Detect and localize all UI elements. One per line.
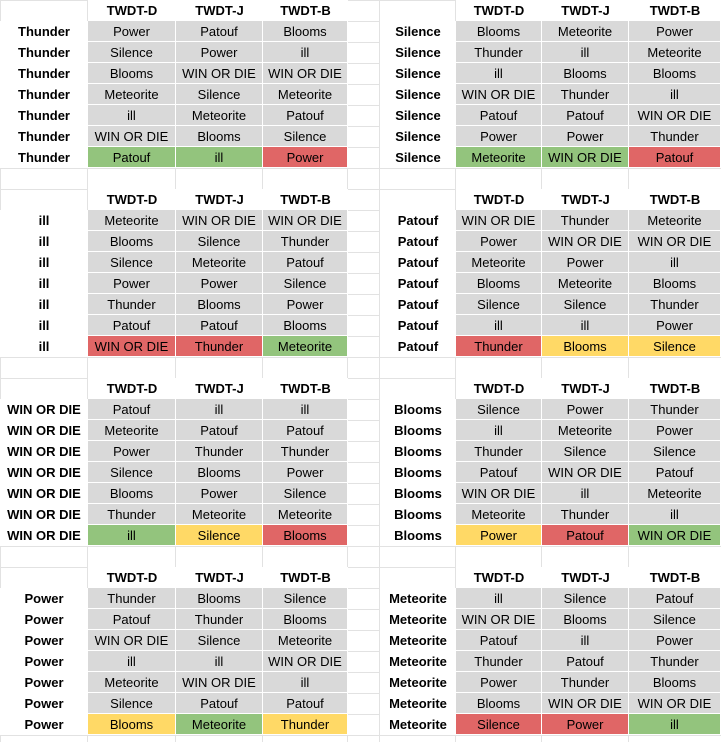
column-header[interactable]: TWDT-J [542,0,629,21]
row-label[interactable]: WIN OR DIE [0,483,88,504]
table-cell[interactable]: Meteorite [542,420,629,441]
table-cell[interactable]: ill [456,63,542,84]
table-cell[interactable]: Power [542,252,629,273]
result-cell[interactable]: Patouf [542,525,629,546]
row-label[interactable]: Power [0,672,88,693]
row-label[interactable]: Thunder [0,84,88,105]
table-cell[interactable]: Patouf [176,420,263,441]
table-cell[interactable]: ill [456,588,542,609]
table-cell[interactable]: Silence [629,609,721,630]
table-cell[interactable]: WIN OR DIE [456,210,542,231]
table-cell[interactable]: Silence [88,693,176,714]
result-cell[interactable]: WIN OR DIE [629,525,721,546]
table-cell[interactable]: Patouf [88,399,176,420]
table-cell[interactable]: Patouf [263,252,348,273]
table-cell[interactable]: Patouf [629,462,721,483]
table-cell[interactable]: Blooms [263,21,348,42]
row-label[interactable]: ill [0,231,88,252]
table-cell[interactable]: Power [263,294,348,315]
table-cell[interactable]: Patouf [88,315,176,336]
table-cell[interactable]: Thunder [88,294,176,315]
table-cell[interactable]: Meteorite [176,504,263,525]
table-cell[interactable]: WIN OR DIE [263,63,348,84]
result-cell[interactable]: Meteorite [456,147,542,168]
row-label[interactable]: Meteorite [380,693,456,714]
table-cell[interactable]: WIN OR DIE [263,210,348,231]
table-cell[interactable]: Power [176,273,263,294]
row-label[interactable]: Patouf [380,231,456,252]
table-cell[interactable]: Power [456,231,542,252]
table-cell[interactable]: Blooms [176,588,263,609]
table-cell[interactable]: Power [629,420,721,441]
result-cell[interactable]: Power [456,525,542,546]
table-cell[interactable]: Patouf [263,420,348,441]
table-cell[interactable]: Patouf [542,105,629,126]
table-cell[interactable]: Silence [263,483,348,504]
table-cell[interactable]: ill [542,42,629,63]
table-cell[interactable]: Blooms [542,63,629,84]
row-label[interactable]: Patouf [380,252,456,273]
table-cell[interactable]: Silence [456,399,542,420]
table-cell[interactable]: Blooms [88,483,176,504]
row-label[interactable]: Blooms [380,483,456,504]
table-cell[interactable]: Blooms [542,609,629,630]
table-cell[interactable]: Meteorite [629,210,721,231]
column-header[interactable]: TWDT-B [263,189,348,210]
column-header[interactable]: TWDT-B [629,378,721,399]
table-cell[interactable]: WIN OR DIE [542,693,629,714]
table-cell[interactable]: Patouf [263,693,348,714]
table-cell[interactable]: Power [456,126,542,147]
table-cell[interactable]: Silence [629,441,721,462]
result-cell[interactable]: Thunder [263,714,348,735]
table-cell[interactable]: Meteorite [456,504,542,525]
result-cell[interactable]: Patouf [629,147,721,168]
row-label[interactable]: Blooms [380,504,456,525]
table-cell[interactable]: Meteorite [88,672,176,693]
table-cell[interactable]: Power [176,483,263,504]
row-label[interactable]: Silence [380,126,456,147]
column-header[interactable]: TWDT-B [629,189,721,210]
row-label[interactable]: Power [0,693,88,714]
column-header[interactable]: TWDT-J [542,567,629,588]
table-cell[interactable]: WIN OR DIE [88,630,176,651]
table-cell[interactable]: ill [456,420,542,441]
table-cell[interactable]: Blooms [263,315,348,336]
table-cell[interactable]: Silence [88,462,176,483]
table-cell[interactable]: Patouf [542,651,629,672]
table-cell[interactable]: WIN OR DIE [456,483,542,504]
table-cell[interactable]: ill [263,399,348,420]
row-label[interactable]: Meteorite [380,630,456,651]
table-cell[interactable]: Blooms [176,126,263,147]
table-cell[interactable]: Silence [88,252,176,273]
table-cell[interactable]: Meteorite [88,420,176,441]
table-cell[interactable]: WIN OR DIE [456,84,542,105]
table-cell[interactable]: WIN OR DIE [629,105,721,126]
table-cell[interactable]: Thunder [456,651,542,672]
table-cell[interactable]: Power [629,315,721,336]
table-cell[interactable]: Thunder [629,294,721,315]
column-header[interactable]: TWDT-J [176,378,263,399]
column-header[interactable]: TWDT-B [263,378,348,399]
result-cell[interactable]: Blooms [542,336,629,357]
result-cell[interactable]: Meteorite [263,336,348,357]
column-header[interactable]: TWDT-B [263,0,348,21]
row-label[interactable]: Blooms [380,420,456,441]
result-cell[interactable]: WIN OR DIE [542,147,629,168]
row-label[interactable]: Silence [380,84,456,105]
table-cell[interactable]: Power [542,126,629,147]
table-cell[interactable]: Patouf [263,105,348,126]
table-cell[interactable]: Power [542,399,629,420]
table-cell[interactable]: Thunder [456,441,542,462]
table-cell[interactable]: Thunder [629,399,721,420]
table-cell[interactable]: Patouf [176,21,263,42]
row-label[interactable]: WIN OR DIE [0,525,88,546]
row-label[interactable]: Patouf [380,336,456,357]
table-cell[interactable]: ill [88,651,176,672]
table-cell[interactable]: Power [88,21,176,42]
table-cell[interactable]: Patouf [456,462,542,483]
row-label[interactable]: ill [0,273,88,294]
table-cell[interactable]: WIN OR DIE [88,126,176,147]
table-cell[interactable]: Silence [176,84,263,105]
row-label[interactable]: Power [0,588,88,609]
table-cell[interactable]: Meteorite [542,21,629,42]
result-cell[interactable]: Silence [456,714,542,735]
table-cell[interactable]: Patouf [176,693,263,714]
row-label[interactable]: Patouf [380,294,456,315]
column-header[interactable]: TWDT-J [542,378,629,399]
table-cell[interactable]: ill [456,315,542,336]
row-label[interactable]: ill [0,294,88,315]
column-header[interactable]: TWDT-D [88,378,176,399]
column-header[interactable]: TWDT-D [88,0,176,21]
row-label[interactable]: Meteorite [380,588,456,609]
column-header[interactable]: TWDT-B [629,0,721,21]
table-cell[interactable]: ill [542,315,629,336]
table-cell[interactable]: WIN OR DIE [176,63,263,84]
table-cell[interactable]: Meteorite [88,210,176,231]
table-cell[interactable]: ill [542,483,629,504]
column-header[interactable]: TWDT-D [88,567,176,588]
row-label[interactable]: Blooms [380,525,456,546]
table-cell[interactable]: Patouf [456,105,542,126]
result-cell[interactable]: Thunder [456,336,542,357]
table-cell[interactable]: Patouf [176,315,263,336]
column-header[interactable]: TWDT-D [456,567,542,588]
result-cell[interactable]: Patouf [88,147,176,168]
row-label[interactable]: Patouf [380,315,456,336]
row-label[interactable]: Silence [380,42,456,63]
row-label[interactable]: Meteorite [380,714,456,735]
table-cell[interactable]: Power [629,21,721,42]
row-label[interactable]: Thunder [0,126,88,147]
row-label[interactable]: Thunder [0,147,88,168]
table-cell[interactable]: Meteorite [263,630,348,651]
row-label[interactable]: Blooms [380,441,456,462]
table-cell[interactable]: Meteorite [629,483,721,504]
column-header[interactable]: TWDT-D [456,0,542,21]
table-cell[interactable]: Meteorite [176,252,263,273]
table-cell[interactable]: Silence [456,294,542,315]
table-cell[interactable]: WIN OR DIE [176,210,263,231]
table-cell[interactable]: Power [88,273,176,294]
table-cell[interactable]: Power [263,462,348,483]
row-label[interactable]: Power [0,714,88,735]
table-cell[interactable]: Thunder [88,504,176,525]
table-cell[interactable]: Thunder [629,651,721,672]
table-cell[interactable]: ill [176,651,263,672]
column-header[interactable]: TWDT-J [176,567,263,588]
table-cell[interactable]: Thunder [176,609,263,630]
row-label[interactable]: Blooms [380,399,456,420]
table-cell[interactable]: ill [263,42,348,63]
row-label[interactable]: Thunder [0,63,88,84]
table-cell[interactable]: Power [629,630,721,651]
table-cell[interactable]: Silence [263,588,348,609]
row-label[interactable]: WIN OR DIE [0,462,88,483]
table-cell[interactable]: WIN OR DIE [263,651,348,672]
table-cell[interactable]: ill [263,672,348,693]
result-cell[interactable]: Power [542,714,629,735]
row-label[interactable]: Meteorite [380,672,456,693]
table-cell[interactable]: Meteorite [176,105,263,126]
table-cell[interactable]: Silence [176,231,263,252]
table-cell[interactable]: Thunder [542,210,629,231]
row-label[interactable]: Thunder [0,21,88,42]
row-label[interactable]: Patouf [380,273,456,294]
table-cell[interactable]: ill [629,504,721,525]
column-header[interactable]: TWDT-D [456,189,542,210]
row-label[interactable]: ill [0,252,88,273]
table-cell[interactable]: Thunder [263,441,348,462]
table-cell[interactable]: ill [542,630,629,651]
result-cell[interactable]: WIN OR DIE [88,336,176,357]
table-cell[interactable]: Silence [88,42,176,63]
table-cell[interactable]: Silence [542,588,629,609]
row-label[interactable]: Silence [380,147,456,168]
table-cell[interactable]: Power [456,672,542,693]
row-label[interactable]: Thunder [0,42,88,63]
result-cell[interactable]: ill [629,714,721,735]
table-cell[interactable]: Silence [263,273,348,294]
table-cell[interactable]: Meteorite [542,273,629,294]
table-cell[interactable]: Thunder [176,441,263,462]
row-label[interactable]: Silence [380,63,456,84]
table-cell[interactable]: Patouf [456,630,542,651]
table-cell[interactable]: Blooms [456,21,542,42]
table-cell[interactable]: ill [176,399,263,420]
table-cell[interactable]: Silence [263,126,348,147]
row-label[interactable]: Meteorite [380,651,456,672]
column-header[interactable]: TWDT-D [456,378,542,399]
column-header[interactable]: TWDT-D [88,189,176,210]
row-label[interactable]: Blooms [380,462,456,483]
table-cell[interactable]: Blooms [629,273,721,294]
table-cell[interactable]: Blooms [456,693,542,714]
column-header[interactable]: TWDT-J [542,189,629,210]
table-cell[interactable]: Silence [542,294,629,315]
table-cell[interactable]: WIN OR DIE [629,693,721,714]
result-cell[interactable]: Blooms [263,525,348,546]
row-label[interactable]: Silence [380,105,456,126]
result-cell[interactable]: Blooms [88,714,176,735]
table-cell[interactable]: Thunder [263,231,348,252]
table-cell[interactable]: Power [88,441,176,462]
result-cell[interactable]: Power [263,147,348,168]
table-cell[interactable]: Thunder [456,42,542,63]
row-label[interactable]: ill [0,336,88,357]
row-label[interactable]: Silence [380,21,456,42]
table-cell[interactable]: Meteorite [88,84,176,105]
row-label[interactable]: Thunder [0,105,88,126]
table-cell[interactable]: Silence [176,630,263,651]
row-label[interactable]: Power [0,651,88,672]
table-cell[interactable]: ill [88,105,176,126]
result-cell[interactable]: Silence [176,525,263,546]
table-cell[interactable]: Thunder [542,84,629,105]
table-cell[interactable]: Blooms [263,609,348,630]
result-cell[interactable]: Thunder [176,336,263,357]
result-cell[interactable]: ill [88,525,176,546]
table-cell[interactable]: Blooms [629,672,721,693]
row-label[interactable]: Power [0,609,88,630]
table-cell[interactable]: ill [629,252,721,273]
table-cell[interactable]: WIN OR DIE [456,609,542,630]
table-cell[interactable]: Thunder [542,672,629,693]
table-cell[interactable]: Thunder [88,588,176,609]
result-cell[interactable]: ill [176,147,263,168]
column-header[interactable]: TWDT-J [176,0,263,21]
column-header[interactable]: TWDT-B [263,567,348,588]
table-cell[interactable]: Blooms [176,462,263,483]
row-label[interactable]: WIN OR DIE [0,441,88,462]
row-label[interactable]: Patouf [380,210,456,231]
result-cell[interactable]: Meteorite [176,714,263,735]
table-cell[interactable]: Meteorite [263,84,348,105]
table-cell[interactable]: Patouf [88,609,176,630]
table-cell[interactable]: Blooms [176,294,263,315]
row-label[interactable]: Meteorite [380,609,456,630]
table-cell[interactable]: Thunder [542,504,629,525]
table-cell[interactable]: Thunder [629,126,721,147]
result-cell[interactable]: Silence [629,336,721,357]
table-cell[interactable]: ill [629,84,721,105]
row-label[interactable]: Power [0,630,88,651]
row-label[interactable]: ill [0,210,88,231]
table-cell[interactable]: WIN OR DIE [542,231,629,252]
column-header[interactable]: TWDT-J [176,189,263,210]
table-cell[interactable]: Meteorite [263,504,348,525]
row-label[interactable]: ill [0,315,88,336]
table-cell[interactable]: Blooms [88,63,176,84]
table-cell[interactable]: Blooms [629,63,721,84]
table-cell[interactable]: Meteorite [629,42,721,63]
table-cell[interactable]: Blooms [456,273,542,294]
table-cell[interactable]: Patouf [629,588,721,609]
row-label[interactable]: WIN OR DIE [0,420,88,441]
column-header[interactable]: TWDT-B [629,567,721,588]
table-cell[interactable]: WIN OR DIE [629,231,721,252]
table-cell[interactable]: Blooms [88,231,176,252]
table-cell[interactable]: WIN OR DIE [176,672,263,693]
table-cell[interactable]: WIN OR DIE [542,462,629,483]
table-cell[interactable]: Power [176,42,263,63]
row-label[interactable]: WIN OR DIE [0,399,88,420]
table-cell[interactable]: Silence [542,441,629,462]
table-cell[interactable]: Meteorite [456,252,542,273]
row-label[interactable]: WIN OR DIE [0,504,88,525]
